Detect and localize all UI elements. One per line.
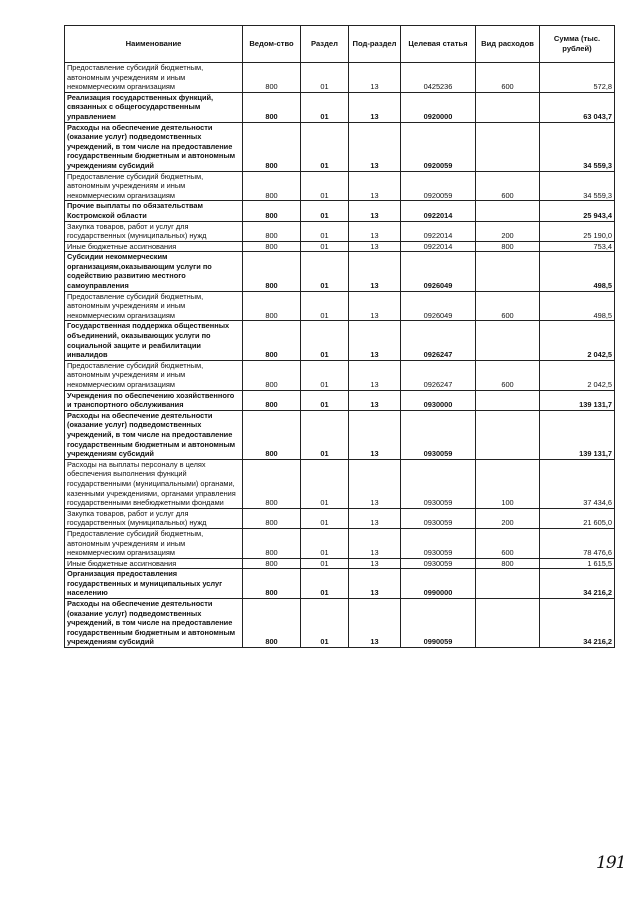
cell-article: 0425236 [401, 63, 476, 93]
cell-dept: 800 [243, 201, 301, 221]
cell-subsection: 13 [349, 171, 401, 201]
cell-exp-type: 600 [476, 171, 540, 201]
cell-exp-type: 200 [476, 221, 540, 241]
cell-article: 0926049 [401, 252, 476, 291]
page-number: 191 [596, 853, 626, 873]
cell-exp-type [476, 599, 540, 648]
cell-article: 0990059 [401, 599, 476, 648]
cell-article: 0926049 [401, 291, 476, 321]
cell-subsection: 13 [349, 201, 401, 221]
cell-article: 0922014 [401, 201, 476, 221]
cell-subsection: 13 [349, 321, 401, 360]
cell-article: 0930059 [401, 508, 476, 528]
cell-section: 01 [301, 92, 349, 122]
table-row [65, 321, 615, 360]
cell-exp-type: 600 [476, 63, 540, 93]
table-row [65, 528, 615, 558]
cell-subsection: 13 [349, 410, 401, 459]
header-name: Наименование [65, 26, 243, 63]
table-row [65, 252, 615, 291]
table-row [65, 459, 615, 508]
cell-dept: 800 [243, 528, 301, 558]
cell-section: 01 [301, 291, 349, 321]
cell-exp-type: 800 [476, 558, 540, 569]
cell-section: 01 [301, 410, 349, 459]
cell-name: Предоставление субсидий бюджетным, автономным учреждениям и иным некоммерческим организациям [65, 291, 243, 321]
table-row [65, 122, 615, 171]
cell-dept: 800 [243, 321, 301, 360]
cell-dept: 800 [243, 252, 301, 291]
cell-sum: 34 559,3 [540, 122, 615, 171]
cell-exp-type [476, 410, 540, 459]
cell-name: Государственная поддержка общественных объединений, оказывающих услуги по социальной защите и реабилитации инвалидов [65, 321, 243, 360]
cell-article: 0926247 [401, 321, 476, 360]
cell-dept: 800 [243, 221, 301, 241]
cell-exp-type [476, 569, 540, 599]
table-row [65, 390, 615, 410]
cell-exp-type [476, 201, 540, 221]
cell-sum: 34 216,2 [540, 599, 615, 648]
cell-article: 0922014 [401, 241, 476, 252]
cell-article: 0990000 [401, 569, 476, 599]
cell-section: 01 [301, 360, 349, 390]
header-exp-type: Вид расходов [476, 26, 540, 63]
cell-subsection: 13 [349, 241, 401, 252]
cell-sum: 498,5 [540, 252, 615, 291]
cell-subsection: 13 [349, 221, 401, 241]
cell-article: 0930059 [401, 558, 476, 569]
cell-sum: 1 615,5 [540, 558, 615, 569]
cell-section: 01 [301, 569, 349, 599]
cell-name: Иные бюджетные ассигнования [65, 558, 243, 569]
header-article: Целевая статья [401, 26, 476, 63]
cell-section: 01 [301, 508, 349, 528]
cell-name: Предоставление субсидий бюджетным, автономным учреждениям и иным некоммерческим организациям [65, 171, 243, 201]
cell-dept: 800 [243, 459, 301, 508]
cell-subsection: 13 [349, 558, 401, 569]
cell-exp-type: 600 [476, 360, 540, 390]
cell-name: Реализация государственных функций, связанных с общегосударственным управлением [65, 92, 243, 122]
cell-section: 01 [301, 221, 349, 241]
cell-article: 0922014 [401, 221, 476, 241]
cell-article: 0930059 [401, 528, 476, 558]
cell-section: 01 [301, 63, 349, 93]
cell-dept: 800 [243, 558, 301, 569]
cell-section: 01 [301, 122, 349, 171]
table-row [65, 171, 615, 201]
cell-section: 01 [301, 321, 349, 360]
cell-dept: 800 [243, 241, 301, 252]
table-row [65, 569, 615, 599]
cell-subsection: 13 [349, 122, 401, 171]
cell-dept: 800 [243, 63, 301, 93]
cell-article: 0920000 [401, 92, 476, 122]
cell-sum: 78 476,6 [540, 528, 615, 558]
cell-sum: 753,4 [540, 241, 615, 252]
header-subsection: Под-раздел [349, 26, 401, 63]
cell-article: 0930059 [401, 410, 476, 459]
cell-dept: 800 [243, 360, 301, 390]
header-dept: Ведом-ство [243, 26, 301, 63]
cell-subsection: 13 [349, 599, 401, 648]
cell-sum: 498,5 [540, 291, 615, 321]
cell-subsection: 13 [349, 63, 401, 93]
cell-subsection: 13 [349, 528, 401, 558]
cell-exp-type: 600 [476, 528, 540, 558]
table-row [65, 201, 615, 221]
cell-section: 01 [301, 558, 349, 569]
cell-sum: 572,8 [540, 63, 615, 93]
table-row [65, 508, 615, 528]
cell-section: 01 [301, 201, 349, 221]
cell-dept: 800 [243, 92, 301, 122]
cell-sum: 37 434,6 [540, 459, 615, 508]
cell-name: Расходы на выплаты персоналу в целях обеспечения выполнения функций государственными (муниципальными) органами, казенными учреждениями, органами управления государственными внебюджетными фондами [65, 459, 243, 508]
cell-exp-type [476, 92, 540, 122]
cell-exp-type [476, 390, 540, 410]
cell-name: Предоставление субсидий бюджетным, автономным учреждениям и иным некоммерческим организациям [65, 63, 243, 93]
cell-subsection: 13 [349, 360, 401, 390]
table-row [65, 599, 615, 648]
table-row [65, 558, 615, 569]
cell-subsection: 13 [349, 252, 401, 291]
cell-section: 01 [301, 241, 349, 252]
cell-name: Расходы на обеспечение деятельности (оказание услуг) подведомственных учреждений, в том числе на предоставление государственным бюджетным и автономным учреждениям субсидий [65, 122, 243, 171]
cell-name: Организация предоставления государственных и муниципальных услуг населению [65, 569, 243, 599]
cell-name: Расходы на обеспечение деятельности (оказание услуг) подведомственных учреждений, в том числе на предоставление государственным бюджетным и автономным учреждениям субсидий [65, 410, 243, 459]
cell-dept: 800 [243, 291, 301, 321]
table-header-row [65, 26, 615, 63]
cell-exp-type [476, 321, 540, 360]
cell-dept: 800 [243, 390, 301, 410]
cell-exp-type [476, 122, 540, 171]
cell-section: 01 [301, 390, 349, 410]
cell-article: 0930000 [401, 390, 476, 410]
cell-name: Предоставление субсидий бюджетным, автономным учреждениям и иным некоммерческим организациям [65, 360, 243, 390]
cell-sum: 21 605,0 [540, 508, 615, 528]
cell-subsection: 13 [349, 508, 401, 528]
cell-dept: 800 [243, 508, 301, 528]
cell-dept: 800 [243, 410, 301, 459]
cell-article: 0926247 [401, 360, 476, 390]
cell-subsection: 13 [349, 569, 401, 599]
cell-exp-type: 600 [476, 291, 540, 321]
cell-sum: 25 190,0 [540, 221, 615, 241]
cell-name: Субсидии некоммерческим организациям,оказывающим услуги по содействию развитию местного самоуправления [65, 252, 243, 291]
cell-name: Учреждения по обеспечению хозяйственного и транспортного обслуживания [65, 390, 243, 410]
table-row [65, 360, 615, 390]
table-row [65, 92, 615, 122]
cell-sum: 2 042,5 [540, 321, 615, 360]
cell-sum: 63 043,7 [540, 92, 615, 122]
header-sum: Сумма (тыс. рублей) [540, 26, 615, 63]
cell-article: 0920059 [401, 171, 476, 201]
cell-article: 0920059 [401, 122, 476, 171]
cell-dept: 800 [243, 122, 301, 171]
table-row [65, 241, 615, 252]
cell-exp-type: 200 [476, 508, 540, 528]
cell-name: Прочие выплаты по обязательствам Костромской области [65, 201, 243, 221]
table-row [65, 221, 615, 241]
cell-section: 01 [301, 252, 349, 291]
cell-sum: 25 943,4 [540, 201, 615, 221]
cell-exp-type: 100 [476, 459, 540, 508]
cell-sum: 34 216,2 [540, 569, 615, 599]
cell-dept: 800 [243, 599, 301, 648]
table-row [65, 63, 615, 93]
cell-section: 01 [301, 599, 349, 648]
cell-sum: 34 559,3 [540, 171, 615, 201]
cell-section: 01 [301, 459, 349, 508]
table-row [65, 291, 615, 321]
cell-name: Иные бюджетные ассигнования [65, 241, 243, 252]
cell-name: Закупка товаров, работ и услуг для государственных (муниципальных) нужд [65, 221, 243, 241]
cell-exp-type [476, 252, 540, 291]
header-section: Раздел [301, 26, 349, 63]
cell-subsection: 13 [349, 390, 401, 410]
cell-exp-type: 800 [476, 241, 540, 252]
cell-name: Предоставление субсидий бюджетным, автономным учреждениям и иным некоммерческим организациям [65, 528, 243, 558]
cell-subsection: 13 [349, 459, 401, 508]
cell-sum: 2 042,5 [540, 360, 615, 390]
cell-dept: 800 [243, 171, 301, 201]
cell-sum: 139 131,7 [540, 390, 615, 410]
cell-name: Закупка товаров, работ и услуг для государственных (муниципальных) нужд [65, 508, 243, 528]
cell-subsection: 13 [349, 92, 401, 122]
cell-subsection: 13 [349, 291, 401, 321]
cell-section: 01 [301, 528, 349, 558]
cell-article: 0930059 [401, 459, 476, 508]
cell-name: Расходы на обеспечение деятельности (оказание услуг) подведомственных учреждений, в том числе на предоставление государственным бюджетным и автономным учреждениям субсидий [65, 599, 243, 648]
budget-table [64, 25, 615, 648]
cell-section: 01 [301, 171, 349, 201]
table-row [65, 410, 615, 459]
cell-sum: 139 131,7 [540, 410, 615, 459]
cell-dept: 800 [243, 569, 301, 599]
